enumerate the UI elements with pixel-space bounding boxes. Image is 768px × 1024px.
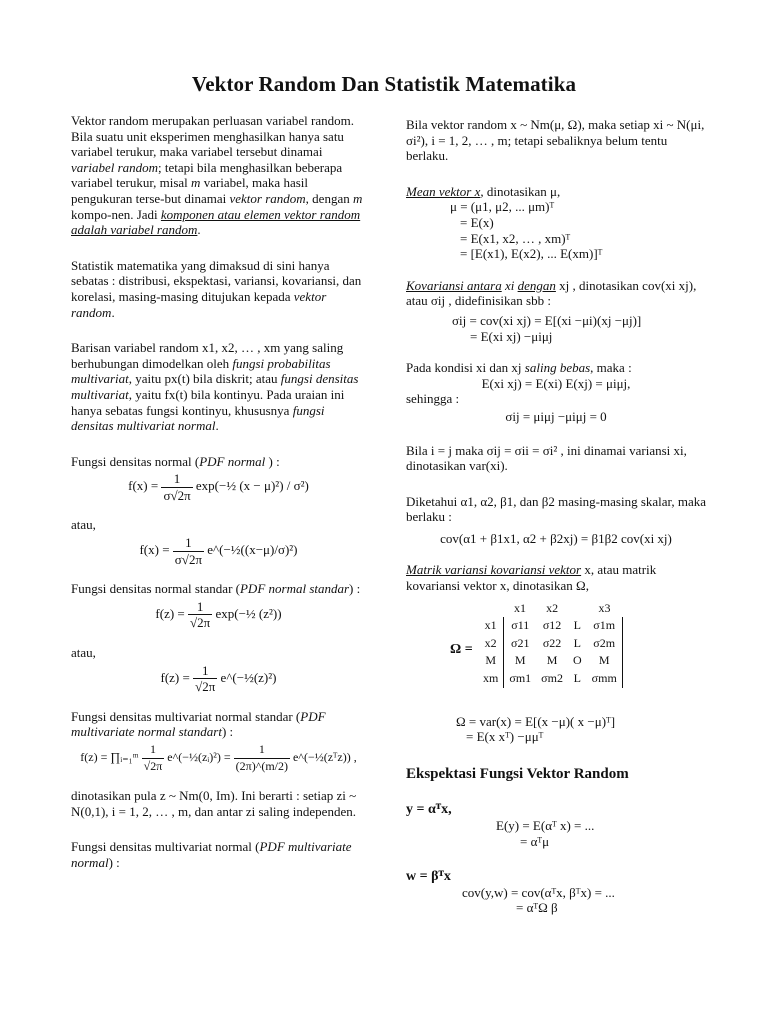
matrix-row: x2 σ21 σ22 L σ2m bbox=[478, 635, 622, 653]
matrix-row: M M M O M bbox=[478, 652, 622, 670]
w-covariance: cov(y,w) = cov(αᵀx, βᵀx) = ... = αᵀΩ β bbox=[462, 884, 615, 916]
scalar-paragraph: Diketahui α1, α2, β1, dan β2 masing-masing skalar, maka berlaku : bbox=[406, 493, 706, 525]
independence-label: Pada kondisi xi dan xj saling bebas, maka : bbox=[406, 360, 632, 376]
atau-label-2: atau, bbox=[71, 645, 96, 661]
left-column bbox=[71, 113, 366, 871]
covariance-matrix-label: Matrik variansi kovariansi vektor x, atau matrik kovariansi vektor x, dinotasikan Ω, bbox=[406, 562, 657, 594]
matrix-col-header: x1 bbox=[514, 600, 526, 615]
w-definition: w = βᵀx bbox=[406, 869, 451, 885]
omega-equations: Ω = var(x) = E[(x −μ)( x −μ)ᵀ] = E(x xᵀ) −μμᵀ bbox=[456, 713, 616, 745]
notation-paragraph: dinotasikan pula z ~ Nm(0, Im). Ini berarti : setiap zi ~ N(0,1), i = 1, 2, … , m, dan antar zi saling independen. bbox=[71, 788, 357, 819]
mean-vector-equations: μ = (μ1, μ2, ... μm)ᵀ = E(x) = E(x1, x2, … , xm)ᵀ = [E(x1), E(x2), ... E(xm)]ᵀ bbox=[450, 199, 603, 262]
matrix-row: xm σm1 σm2 L σmm bbox=[478, 670, 622, 688]
covariance-equations: σij = cov(xi xj) = E[(xi −μi)(xj −μj)] = E(xi xj) −μiμj bbox=[452, 312, 642, 344]
y-expectation: E(y) = E(αᵀ x) = ... = αᵀμ bbox=[496, 818, 595, 849]
matrix-col-header: x3 bbox=[598, 600, 611, 615]
linear-covariance-equation: cov(α1 + β1x1, α2 + β2xj) = β1β2 cov(xi xj) bbox=[440, 530, 672, 546]
equation-standard-pdf-exp: f(z) = $\frac{1}{√2\pi}$ e^(−½(z)²) bbox=[160, 662, 277, 695]
sehingga-label: sehingga : bbox=[406, 391, 460, 407]
page-title: Vektor Random Dan Statistik Matematika bbox=[191, 72, 577, 96]
atau-label: atau, bbox=[71, 517, 96, 533]
pdf-standard-label: Fungsi densitas normal standar (PDF normal standar) : bbox=[71, 581, 361, 597]
variance-paragraph: Bila i = j maka σij = σii = σi² , ini dinamai variansi xi, dinotasikan var(xi). bbox=[406, 442, 687, 474]
normal-vector-paragraph: Bila vektor random x ~ Nm(μ, Ω), maka setiap xi ~ N(μi, σi²), i = 1, 2, … , m; tetapi sebaliknya belum tentu berlaku. bbox=[406, 117, 705, 164]
pdf-normal-label: Fungsi densitas normal (PDF normal ) : bbox=[71, 453, 280, 469]
matrix-omega-label: Ω = bbox=[450, 641, 473, 657]
statistics-paragraph: Statistik matematika yang dimaksud di sini hanya sebatas : distribusi, ekspektasi, variansi, kovariansi, dan korelasi, masing-masing ditujukan kepada vektor random. bbox=[71, 257, 362, 320]
y-definition: y = αᵀx, bbox=[406, 802, 452, 818]
matrix-col-header bbox=[568, 600, 587, 618]
equation-normal-pdf-exp: f(x) = $\frac{1}{\sigma√2\pi}$ e^(−½((x−μ)/σ)²) bbox=[139, 535, 298, 567]
right-column: Bila vektor random x ~ Nm(μ, Ω), maka setiap xi ~ N(μi, σi²), i = 1, 2, … , m; tetapi sebaliknya belum tentu berlaku. Mean vektor x, dinotasikan μ, μ = (μ1, μ2, ... μm)ᵀ = E(x) = E(x1, x2, … , xm)ᵀ = [E(x1), E(x2), ... E(xm)]ᵀ Kovariansi antara xi dengan xj , dinotasikan cov(xi xj), atau σij , didefinisikan sbb : σij = cov(xi xj) = E[(xi −μi)(xj −μj)] = E(xi xj) −μiμj Pada kondisi xi dan xj saling bebas, maka : E(xi xj) = E(xi) E(xj) = μiμj, sehingga : σij = μiμj −μiμj = 0 Bila i = j maka σij = σii = σi² , ini dinamai variansi xi, dinotasikan var(xi). Diketahui α1, α2, β1, dan β2 masing-masing skalar, maka berlaku : cov(α1 + β1x1, α2 + β2xj) = β1β2 cov(xi xj) Matrik variansi kovariansi vektor x, atau matrik kovariansi vektor x, dinotasikan Ω, Ω = x1 x2 x3 x1 σ11 σ12 L σ1m x2 σ21 σ22 L σ2m M M M O M xm σm1 σm2 L σmm Ω = var(x) = E[(x −μ)( x −μ)ᵀ] = E(x xᵀ) −μμᵀ Ekspektasi Fungsi Vektor Random y = αᵀx, E(y) = E(αᵀ x) = ... = αᵀμ w = βᵀx cov(y,w) = cov(αᵀx, βᵀx) = ... = αᵀΩ β bbox=[406, 117, 706, 916]
mean-vector-label: Mean vektor x, dinotasikan μ, bbox=[406, 183, 561, 199]
sequence-paragraph: Barisan variabel random x1, x2, … , xm yang saling berhubungan dimodelkan oleh fungsi probabilitas multivariat, yaitu px(t) bila diskrit; atau fungsi densitas multivariat, yaitu fx(t) bila kontinyu. Pada uraian ini hanya sebatas fungsi kontinyu, khususnya fungsi densitas multivariat normal. bbox=[71, 340, 359, 434]
zero-covariance-equation: σij = μiμj −μiμj = 0 bbox=[505, 408, 607, 424]
covariance-matrix bbox=[406, 600, 706, 704]
equation-normal-pdf: f(x) = $\frac{1}{\sigma√2\pi}$ exp(−½ (x − μ)²) / σ²) bbox=[128, 471, 309, 503]
section-heading: Ekspektasi Fungsi Vektor Random bbox=[406, 765, 629, 782]
pdf-multivariate-standard-label: Fungsi densitas multivariat normal standar (PDF multivariate normal standart) : bbox=[71, 708, 326, 740]
equation-standard-pdf: f(z) = $\frac{1}{√2\pi}$ exp(−½ (z²)) bbox=[155, 598, 282, 631]
matrix-row: x1 σ11 σ12 L σ1m bbox=[478, 617, 622, 635]
pdf-multivariate-label: Fungsi densitas multivariat normal (PDF multivariate normal) : bbox=[71, 839, 352, 870]
key-definition: komponen atau elemen vektor random adalah variabel random bbox=[71, 206, 361, 238]
intro-paragraph: Vektor random merupakan perluasan variabel random. Bila suatu unit eksperimen menghasilkan hanya satu variabel terukur, maka variabel tersebut dinamai variabel random; tetapi bila menghasilkan beberapa variabel terukur, misal m variabel, maka hasil pengukuran terse-but dinamai vektor random, dengan m kompo-nen. Jadi komponen atau elemen vektor random adalah variabel random. bbox=[71, 113, 363, 238]
matrix-col-header: x2 bbox=[546, 600, 559, 615]
covariance-label: Kovariansi antara xi dengan xj , dinotasikan cov(xi xj), atau σij , didefinisikan sbb : bbox=[406, 277, 697, 309]
matrix-table bbox=[478, 600, 623, 688]
equation-multivariate-standard: f(z) = ∏ᵢ₌₁ᵐ $\frac{1}{√2\pi}$ e^(−½(zᵢ)²) = $\frac{1}{(2\pi)\^{}(m/2)}$ e^(−½(zᵀz)) , bbox=[80, 742, 357, 773]
